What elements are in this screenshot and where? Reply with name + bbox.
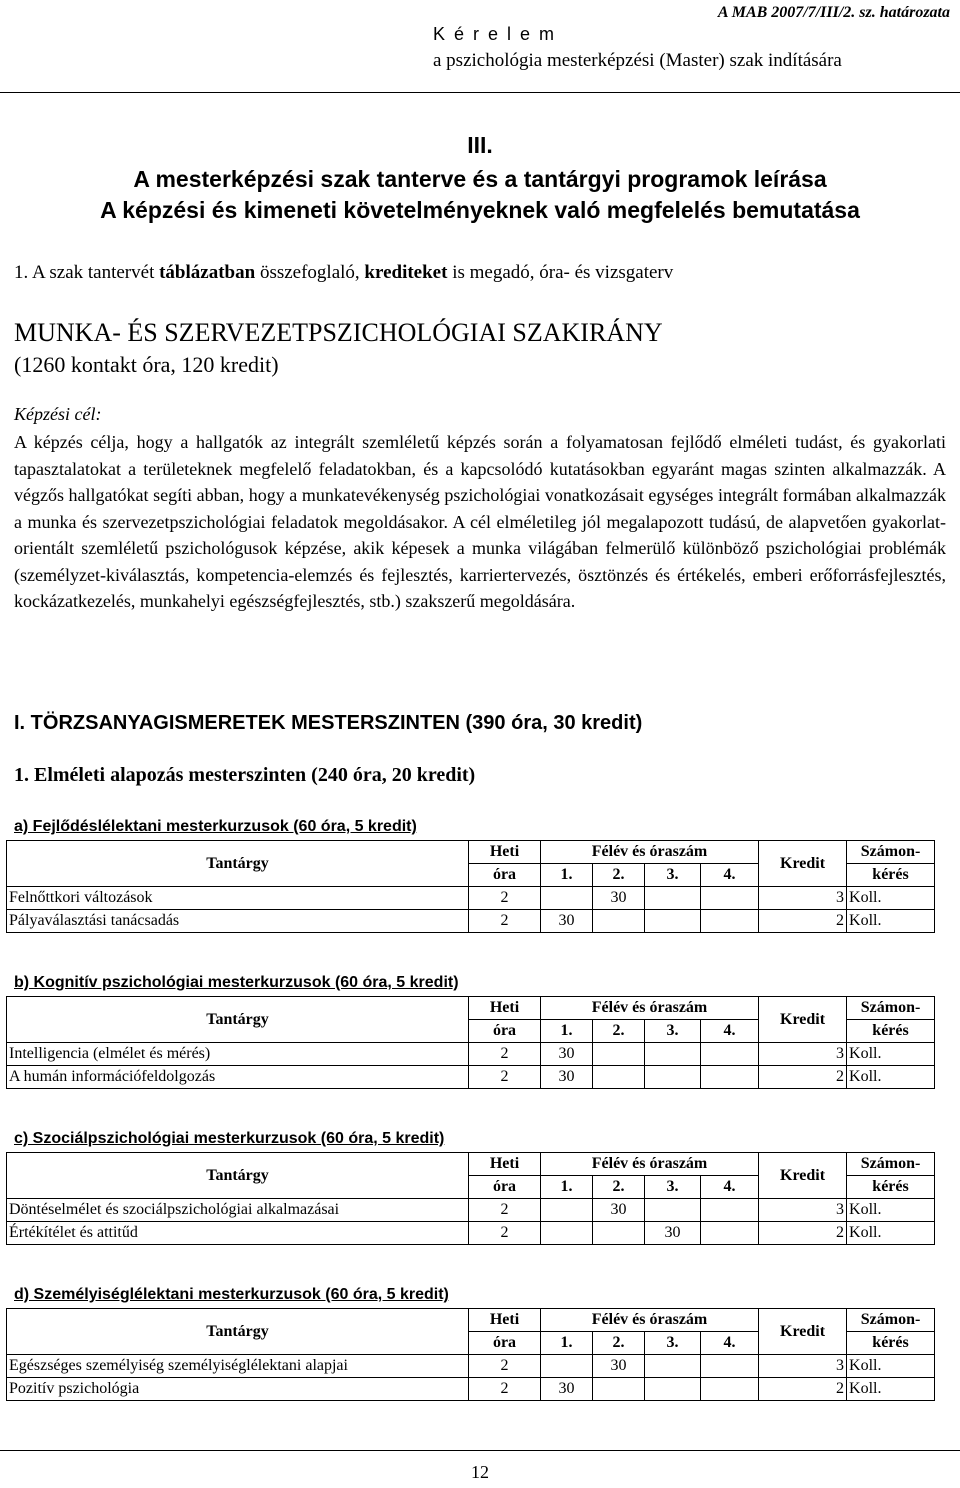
semester-4-hours xyxy=(701,910,759,933)
table-row xyxy=(7,1066,935,1089)
header-hour: óra xyxy=(469,864,541,887)
header-exam-line2: kérés xyxy=(847,864,935,887)
credit-value: 2 xyxy=(759,1378,847,1401)
weekly-hours: 2 xyxy=(469,1378,541,1401)
header-semester-4: 4. xyxy=(701,1176,759,1199)
header-credit: Kredit xyxy=(759,841,847,887)
header-exam-line2: kérés xyxy=(847,1176,935,1199)
goal-paragraph: A képzés célja, hogy a hallgatók az integrált szemléletű képzés során a folyamatosan fejlődő elméleti tudást, és gyakorlati tapasztalatokat a területeknek megfelelő feladatokban, és a kapcsolódó kutatásokban egyaránt magas szinten alkalmazzák. A végzős hallgatókat segíti abban, hogy a munkatevékenység pszichológiai vonatkozásait egységes integrált formában alkalmazzák a munka és szervezetpszichológiai feladatok megoldásakor. A cél elméletileg jól megalapozott tudású, de alapvetően gyakorlat-orientált szemléletű pszichológusok képzése, akik képesek a munka világában felmerülő különböző pszichológiai problémák (személyzet-kiválasztás, kompetencia-elemzés és fejlesztés, karriertervezés, ösztönzés és értékelés, emberi erőforrásfejlesztés, kockázatkezelés, munkahelyi egészségfejlesztés, stb.) szakszerű megoldására. xyxy=(14,432,946,611)
header-credit: Kredit xyxy=(759,997,847,1043)
header-semester-3: 3. xyxy=(645,1176,701,1199)
table-row xyxy=(7,1043,935,1066)
section-title-line2: A képzési és kimeneti követelményeknek való megfelelés bemutatása xyxy=(100,197,860,223)
header-exam-line2: kérés xyxy=(847,1020,935,1043)
header-semester-4: 4. xyxy=(701,1332,759,1355)
semester-3-hours xyxy=(645,887,701,910)
exam-type: Koll. xyxy=(847,1199,935,1222)
core-heading: I. TÖRZSANYAGISMERETEK MESTERSZINTEN (390 óra, 30 kredit) xyxy=(14,712,643,734)
table-row xyxy=(7,1355,935,1378)
semester-4-hours xyxy=(701,1199,759,1222)
course-name: Döntéselmélet és szociálpszichológiai alkalmazásai xyxy=(7,1199,469,1222)
course-table xyxy=(6,840,935,933)
semester-3-hours xyxy=(645,1199,701,1222)
header-divider xyxy=(0,92,960,93)
semester-1-hours: 30 xyxy=(541,1043,593,1066)
semester-2-hours: 30 xyxy=(593,1355,645,1378)
intro-part2: összefoglaló, xyxy=(255,262,365,283)
course-group-title: b) Kognitív pszichológiai mesterkurzusok (60 óra, 5 kredit) xyxy=(14,974,459,991)
course-name: Felnőttkori változások xyxy=(7,887,469,910)
weekly-hours: 2 xyxy=(469,1066,541,1089)
header-exam-line1: Számon- xyxy=(847,1309,935,1332)
semester-2-hours xyxy=(593,1378,645,1401)
header-subject: Tantárgy xyxy=(7,1309,469,1355)
semester-3-hours xyxy=(645,1355,701,1378)
subsection-heading: 1. Elméleti alapozás mesterszinten (240 óra, 20 kredit) xyxy=(14,764,476,786)
header-semester-3: 3. xyxy=(645,1332,701,1355)
table-row xyxy=(7,1222,935,1245)
credit-value: 2 xyxy=(759,1222,847,1245)
exam-type: Koll. xyxy=(847,1066,935,1089)
semester-3-hours xyxy=(645,1066,701,1089)
course-name: Pályaválasztási tanácsadás xyxy=(7,910,469,933)
semester-2-hours: 30 xyxy=(593,1199,645,1222)
semester-3-hours xyxy=(645,910,701,933)
semester-1-hours xyxy=(541,887,593,910)
header-credit: Kredit xyxy=(759,1153,847,1199)
table-row xyxy=(7,1199,935,1222)
intro-line xyxy=(14,262,673,284)
semester-1-hours xyxy=(541,1222,593,1245)
credit-value: 3 xyxy=(759,1043,847,1066)
course-name: Intelligencia (elmélet és mérés) xyxy=(7,1043,469,1066)
header-weekly: Heti xyxy=(469,1309,541,1332)
semester-2-hours: 30 xyxy=(593,887,645,910)
request-heading: K é r e l e m xyxy=(433,24,557,44)
page-number: 12 xyxy=(471,1462,489,1482)
header-semester-1: 1. xyxy=(541,864,593,887)
header-semester-2: 2. xyxy=(593,1332,645,1355)
weekly-hours: 2 xyxy=(469,1199,541,1222)
header-semester-4: 4. xyxy=(701,1020,759,1043)
section-heading xyxy=(0,100,958,248)
weekly-hours: 2 xyxy=(469,910,541,933)
header-weekly: Heti xyxy=(469,997,541,1020)
weekly-hours: 2 xyxy=(469,1043,541,1066)
semester-4-hours xyxy=(701,1066,759,1089)
exam-type: Koll. xyxy=(847,1355,935,1378)
credit-value: 3 xyxy=(759,887,847,910)
semester-2-hours xyxy=(593,1066,645,1089)
course-group-title: a) Fejlődéslélektani mesterkurzusok (60 óra, 5 kredit) xyxy=(14,818,417,835)
semester-1-hours: 30 xyxy=(541,1066,593,1089)
course-name: Értékítélet és attitűd xyxy=(7,1222,469,1245)
request-subtitle: a pszichológia mesterképzési (Master) szak indítására xyxy=(433,50,842,71)
intro-part3: is megadó, óra- és vizsgaterv xyxy=(447,262,674,283)
header-weekly: Heti xyxy=(469,1153,541,1176)
course-table xyxy=(6,1152,935,1245)
header-exam-line1: Számon- xyxy=(847,841,935,864)
header-semester-1: 1. xyxy=(541,1332,593,1355)
course-name: Egészséges személyiség személyiséglélektani alapjai xyxy=(7,1355,469,1378)
header-semester: Félév és óraszám xyxy=(541,841,759,864)
header-hour: óra xyxy=(469,1020,541,1043)
section-number: III. xyxy=(467,132,493,158)
goal-label: Képzési cél: xyxy=(14,404,102,424)
course-name: Pozitív pszichológia xyxy=(7,1378,469,1401)
credit-value: 3 xyxy=(759,1199,847,1222)
intro-part1: 1. A szak tantervét xyxy=(14,262,160,283)
semester-4-hours xyxy=(701,1222,759,1245)
header-hour: óra xyxy=(469,1332,541,1355)
header-subject: Tantárgy xyxy=(7,841,469,887)
semester-1-hours: 30 xyxy=(541,1378,593,1401)
credit-value: 2 xyxy=(759,910,847,933)
document-reference: A MAB 2007/7/III/2. sz. határozata xyxy=(717,4,950,21)
semester-4-hours xyxy=(701,1355,759,1378)
exam-type: Koll. xyxy=(847,1222,935,1245)
header-subject: Tantárgy xyxy=(7,997,469,1043)
header-semester-2: 2. xyxy=(593,1176,645,1199)
course-table xyxy=(6,996,935,1089)
credit-value: 2 xyxy=(759,1066,847,1089)
exam-type: Koll. xyxy=(847,910,935,933)
specialization-title: MUNKA- ÉS SZERVEZETPSZICHOLÓGIAI SZAKIRÁNY xyxy=(14,318,663,347)
semester-4-hours xyxy=(701,1378,759,1401)
semester-4-hours xyxy=(701,1043,759,1066)
semester-3-hours: 30 xyxy=(645,1222,701,1245)
header-credit: Kredit xyxy=(759,1309,847,1355)
header-semester-3: 3. xyxy=(645,1020,701,1043)
header-semester-2: 2. xyxy=(593,1020,645,1043)
course-group-title: d) Személyiséglélektani mesterkurzusok (60 óra, 5 kredit) xyxy=(14,1286,449,1303)
header-exam-line1: Számon- xyxy=(847,1153,935,1176)
header-semester-1: 1. xyxy=(541,1020,593,1043)
semester-2-hours xyxy=(593,1043,645,1066)
header-semester: Félév és óraszám xyxy=(541,1153,759,1176)
table-row xyxy=(7,910,935,933)
semester-3-hours xyxy=(645,1043,701,1066)
semester-3-hours xyxy=(645,1378,701,1401)
semester-4-hours xyxy=(701,887,759,910)
header-semester: Félév és óraszám xyxy=(541,997,759,1020)
exam-type: Koll. xyxy=(847,1378,935,1401)
header-semester-2: 2. xyxy=(593,864,645,887)
course-name: A humán információfeldolgozás xyxy=(7,1066,469,1089)
header-semester: Félév és óraszám xyxy=(541,1309,759,1332)
exam-type: Koll. xyxy=(847,1043,935,1066)
weekly-hours: 2 xyxy=(469,1355,541,1378)
header-semester-4: 4. xyxy=(701,864,759,887)
weekly-hours: 2 xyxy=(469,1222,541,1245)
intro-bold2: krediteket xyxy=(364,262,448,283)
footer-divider xyxy=(0,1450,960,1451)
header-semester-1: 1. xyxy=(541,1176,593,1199)
semester-1-hours xyxy=(541,1355,593,1378)
header-subject: Tantárgy xyxy=(7,1153,469,1199)
header-hour: óra xyxy=(469,1176,541,1199)
table-row xyxy=(7,1378,935,1401)
specialization-hours: (1260 kontakt óra, 120 kredit) xyxy=(14,352,279,377)
header-weekly: Heti xyxy=(469,841,541,864)
section-title-line1: A mesterképzési szak tanterve és a tantárgyi programok leírása xyxy=(133,166,827,192)
header-exam-line2: kérés xyxy=(847,1332,935,1355)
intro-bold1: táblázatban xyxy=(159,262,256,283)
semester-1-hours xyxy=(541,1199,593,1222)
semester-2-hours xyxy=(593,1222,645,1245)
semester-2-hours xyxy=(593,910,645,933)
exam-type: Koll. xyxy=(847,887,935,910)
course-table xyxy=(6,1308,935,1401)
table-row xyxy=(7,887,935,910)
credit-value: 3 xyxy=(759,1355,847,1378)
course-group-title: c) Szociálpszichológiai mesterkurzusok (60 óra, 5 kredit) xyxy=(14,1130,445,1147)
header-semester-3: 3. xyxy=(645,864,701,887)
header-exam-line1: Számon- xyxy=(847,997,935,1020)
weekly-hours: 2 xyxy=(469,887,541,910)
semester-1-hours: 30 xyxy=(541,910,593,933)
